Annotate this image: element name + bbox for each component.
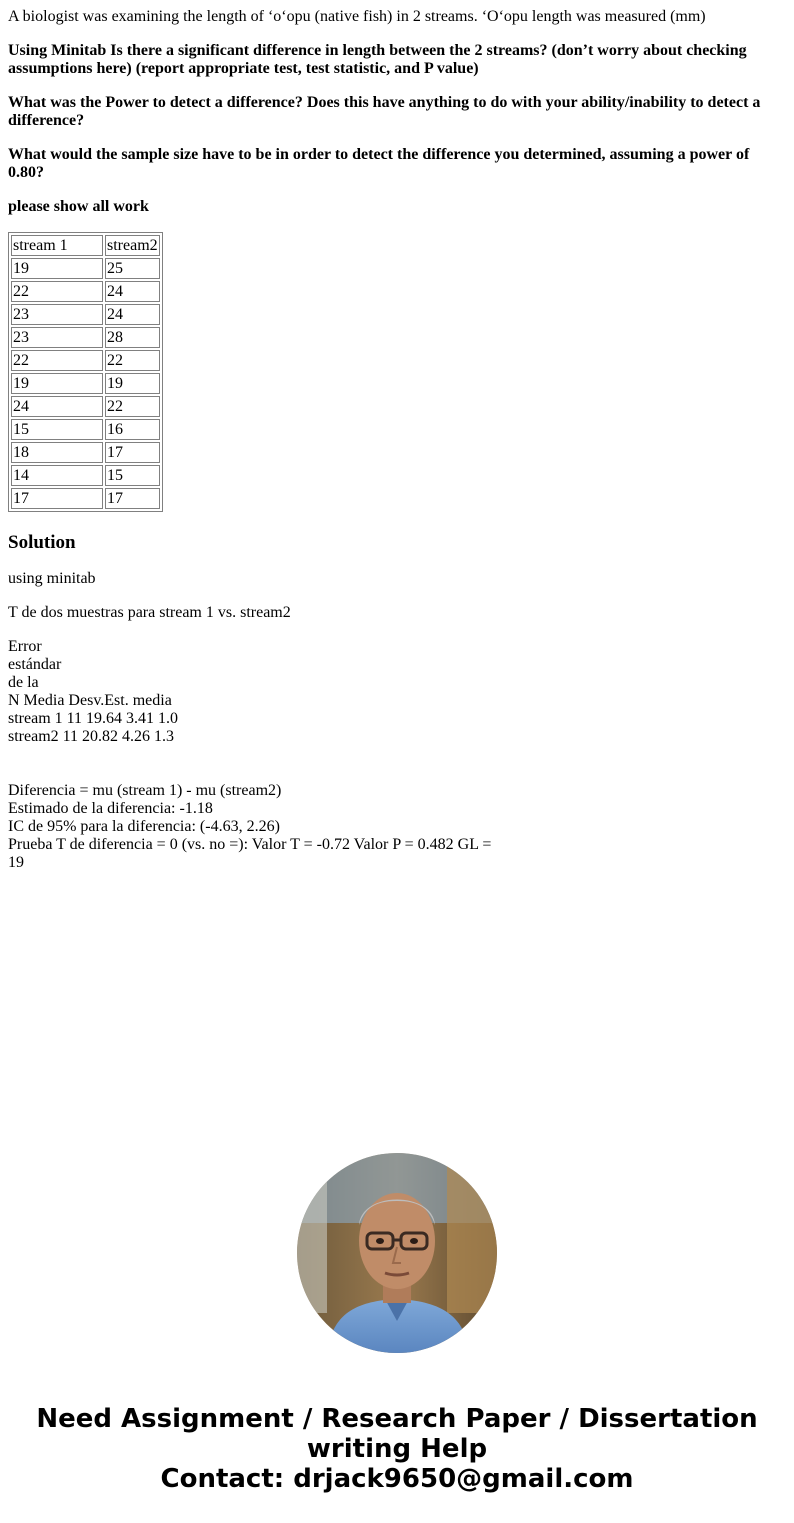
- banner-line: writing Help: [306, 1434, 488, 1464]
- banner-line: Need Assignment / Research Paper / Dissertation: [36, 1404, 758, 1434]
- question-3: What would the sample size have to be in order to detect the difference you determined, assuming a power of 0.80?: [8, 146, 750, 181]
- table-row: [11, 258, 160, 279]
- table-cell: 25: [105, 258, 160, 279]
- question-2: What was the Power to detect a difference? Does this have anything to do with your ability/inability to detect a difference?: [8, 94, 761, 129]
- table-cell: 22: [11, 350, 103, 371]
- question-intro: A biologist was examining the length of ‘o‘opu (native fish) in 2 streams. ‘O‘opu length was measured (mm): [8, 8, 706, 25]
- blank-line: [8, 764, 786, 782]
- output-line: de la: [8, 674, 39, 691]
- table-header-row: [11, 235, 160, 256]
- solution-using: using minitab: [8, 570, 96, 587]
- table-cell: 23: [11, 304, 103, 325]
- result-line: IC de 95% para la diferencia: (-4.63, 2.26): [8, 818, 280, 835]
- table-cell: 19: [11, 373, 103, 394]
- table-row: [11, 419, 160, 440]
- table-header-cell: stream2: [107, 237, 158, 254]
- question-4: please show all work: [8, 198, 149, 215]
- table-cell: 17: [105, 442, 160, 463]
- banner-contact: Contact: drjack9650@gmail.com: [160, 1464, 634, 1494]
- table-cell: 14: [11, 465, 103, 486]
- output-line: stream 1 11 19.64 3.41 1.0: [8, 710, 179, 727]
- table-row: [11, 396, 160, 417]
- output-line: estándar: [8, 656, 62, 673]
- table-row: [11, 488, 160, 509]
- result-line: Estimado de la diferencia: -1.18: [8, 800, 213, 817]
- table-header-cell: stream 1: [11, 235, 103, 256]
- table-cell: 19: [105, 373, 160, 394]
- table-cell: 15: [11, 419, 103, 440]
- table-cell: 22: [105, 350, 160, 371]
- table-cell: 15: [105, 465, 160, 486]
- solution-heading: Solution: [8, 532, 76, 553]
- contact-banner: [0, 1404, 794, 1494]
- table-cell: 16: [105, 419, 160, 440]
- result-line: Prueba T de diferencia = 0 (vs. no =): Valor T = -0.72 Valor P = 0.482 GL =: [8, 836, 492, 853]
- table-cell: 23: [11, 327, 103, 348]
- output-line: Error: [8, 638, 42, 655]
- table-row: [11, 350, 160, 371]
- table-cell: 17: [11, 488, 103, 509]
- minitab-output: [8, 638, 786, 872]
- table-row: [11, 281, 160, 302]
- table-cell: 28: [105, 327, 160, 348]
- table-cell: 22: [105, 396, 160, 417]
- blank-line: [8, 746, 786, 764]
- table-cell: 18: [11, 442, 103, 463]
- result-line: Diferencia = mu (stream 1) - mu (stream2): [8, 782, 282, 799]
- table-row: [11, 442, 160, 463]
- table-row: [11, 373, 160, 394]
- solution-test-title: T de dos muestras para stream 1 vs. stream2: [8, 604, 291, 621]
- table-cell: 24: [11, 396, 103, 417]
- stream-data-table: [8, 232, 163, 512]
- table-cell: 24: [105, 304, 160, 325]
- question-1: Using Minitab Is there a significant difference in length between the 2 streams? (don’t worry about checking assumptions here) (report appropriate test, test statistic, and P value): [8, 42, 747, 77]
- table-cell: 17: [105, 488, 160, 509]
- table-cell: 24: [105, 281, 160, 302]
- table-row: [11, 327, 160, 348]
- table-row: [11, 304, 160, 325]
- output-line: N Media Desv.Est. media: [8, 692, 172, 709]
- table-row: [11, 465, 160, 486]
- table-cell: 22: [11, 281, 103, 302]
- result-line: 19: [8, 854, 24, 871]
- table-cell: 19: [11, 258, 103, 279]
- output-line: stream2 11 20.82 4.26 1.3: [8, 728, 175, 745]
- tutor-avatar: [297, 1153, 497, 1353]
